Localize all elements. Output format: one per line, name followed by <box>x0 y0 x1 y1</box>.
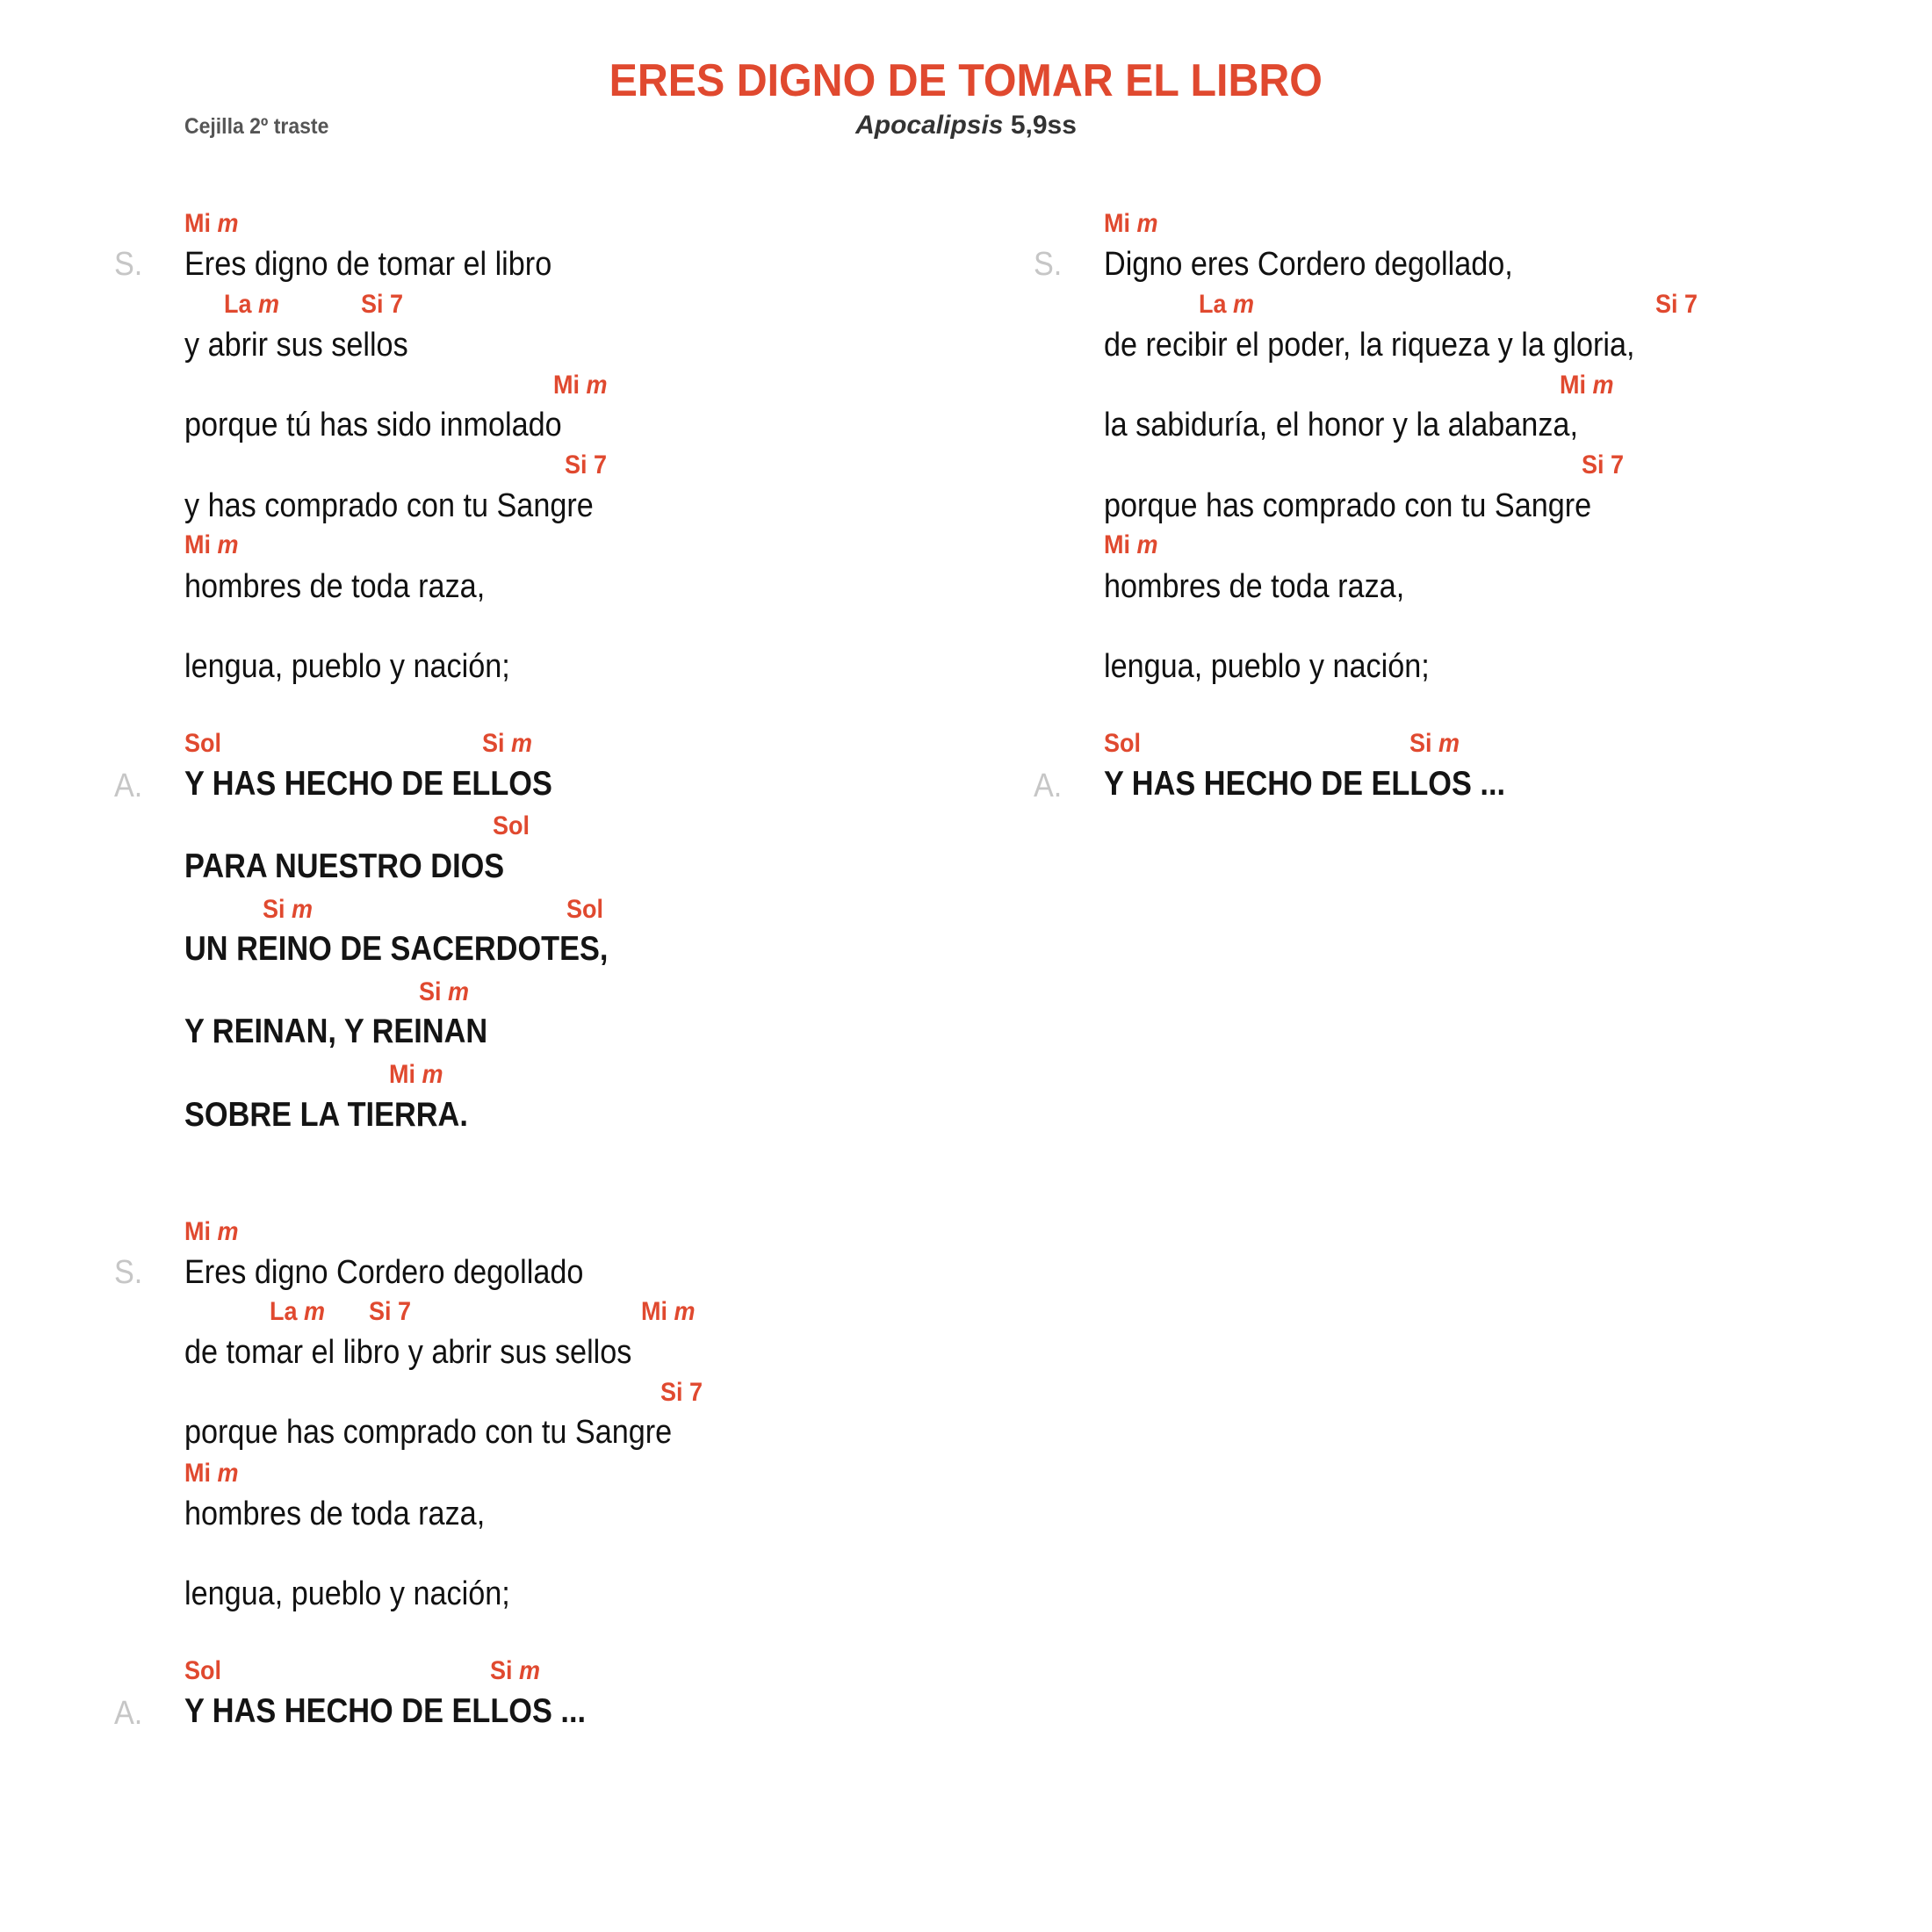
lyric-line: lengua, pueblo y nación; <box>1104 648 1430 685</box>
chord: Mi m <box>553 371 608 400</box>
chord: Mi m <box>389 1060 443 1089</box>
chord: Si m <box>1409 729 1460 758</box>
chord: Mi m <box>184 209 239 238</box>
chord: Mi m <box>641 1297 696 1326</box>
chord: Sol <box>1104 729 1142 758</box>
chord: Si 7 <box>660 1378 703 1407</box>
chord: Sol <box>184 1656 222 1685</box>
chorus-line: Y HAS HECHO DE ELLOS ... <box>1104 765 1506 803</box>
song-title: ERES DIGNO DE TOMAR EL LIBRO <box>609 55 1323 106</box>
lyric-line: de recibir el poder, la riqueza y la gloria, <box>1104 327 1635 364</box>
lyric-line: hombres de toda raza, <box>184 1496 486 1532</box>
chord: Si 7 <box>1582 451 1625 479</box>
capo-note: Cejilla 2º traste <box>184 114 329 139</box>
chord: La m <box>224 290 280 319</box>
chorus-line: SOBRE LA TIERRA. <box>184 1096 468 1134</box>
chord: Mi m <box>1560 371 1614 400</box>
lyric-line: porque has comprado con tu Sangre <box>184 1414 673 1451</box>
soloist-label: S. <box>114 246 143 283</box>
lyric-line: lengua, pueblo y nación; <box>184 648 510 685</box>
chord: Mi m <box>1104 530 1158 559</box>
chord: Sol <box>493 811 530 840</box>
assembly-label: A. <box>114 768 143 804</box>
lyric-line: Digno eres Cordero degollado, <box>1104 246 1513 283</box>
chord: Sol <box>566 895 604 924</box>
chord: Si 7 <box>361 290 404 319</box>
chord: Si m <box>263 895 314 924</box>
soloist-label: S. <box>1034 246 1063 283</box>
chord: Si 7 <box>1655 290 1698 319</box>
chorus-line: PARA NUESTRO DIOS <box>184 847 505 885</box>
assembly-label: A. <box>114 1695 143 1732</box>
chord: Si 7 <box>369 1297 412 1326</box>
lyric-line: la sabiduría, el honor y la alabanza, <box>1104 407 1578 443</box>
lyric-line: hombres de toda raza, <box>184 568 486 605</box>
chord: La m <box>1199 290 1255 319</box>
lyric-line: porque has comprado con tu Sangre <box>1104 487 1592 524</box>
lyric-line: Eres digno Cordero degollado <box>184 1254 584 1291</box>
chord: Mi m <box>184 1217 239 1246</box>
chord: Si 7 <box>565 451 608 479</box>
chord: La m <box>270 1297 326 1326</box>
chord: Si m <box>490 1656 541 1685</box>
scripture-reference <box>0 111 1932 141</box>
chord: Mi m <box>184 1459 239 1488</box>
chord: Si m <box>482 729 533 758</box>
lyric-line: y has comprado con tu Sangre <box>184 487 594 524</box>
chord: Sol <box>184 729 222 758</box>
chorus-line: Y HAS HECHO DE ELLOS ... <box>184 1692 587 1730</box>
lyric-line: de tomar el libro y abrir sus sellos <box>184 1334 632 1371</box>
chord: Si m <box>419 977 470 1006</box>
lyric-line: lengua, pueblo y nación; <box>184 1575 510 1612</box>
soloist-label: S. <box>114 1254 143 1291</box>
chorus-line: UN REINO DE SACERDOTES, <box>184 930 609 968</box>
chorus-line: Y HAS HECHO DE ELLOS <box>184 765 552 803</box>
lyric-line: y abrir sus sellos <box>184 327 408 364</box>
chorus-line: Y REINAN, Y REINAN <box>184 1013 488 1050</box>
chord: Mi m <box>1104 209 1158 238</box>
lyric-line: porque tú has sido inmolado <box>184 407 562 443</box>
lyric-line: Eres digno de tomar el libro <box>184 246 552 283</box>
chord: Mi m <box>184 530 239 559</box>
assembly-label: A. <box>1034 768 1063 804</box>
scripture-book: Apocalipsis <box>855 111 1004 140</box>
scripture-verses: 5,9ss <box>1003 111 1077 140</box>
lyric-line: hombres de toda raza, <box>1104 568 1405 605</box>
